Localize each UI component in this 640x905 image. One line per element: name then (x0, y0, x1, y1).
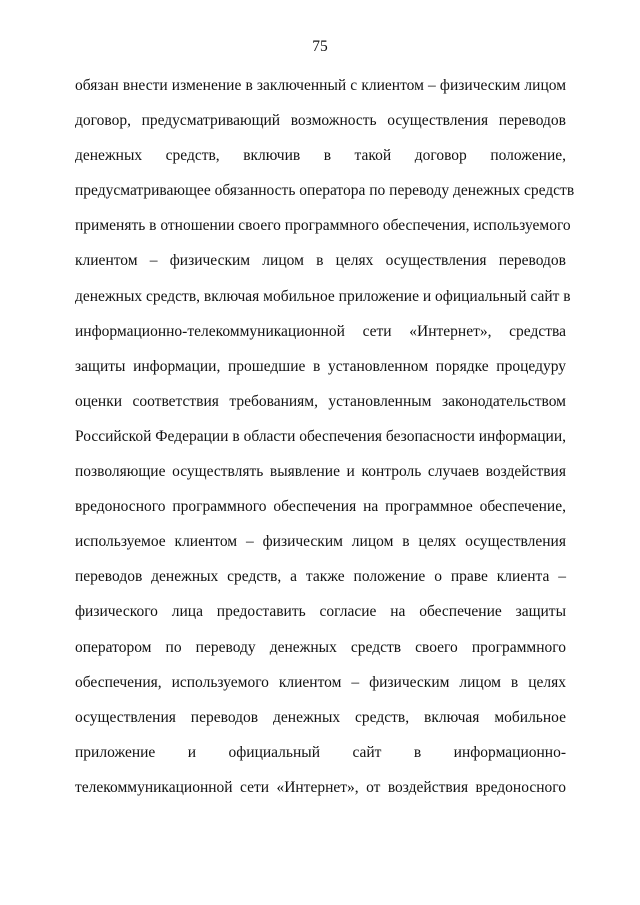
text-line: клиентом – физическим лицом в целях осуществления переводов (75, 252, 566, 270)
text-line: приложение и официальный сайт в информационно- (75, 743, 566, 761)
text-line: осуществления переводов денежных средств, включая мобильное (75, 708, 566, 726)
page-number: 75 (312, 38, 328, 55)
text-line: используемое клиентом – физическим лицом в целях осуществления (75, 533, 566, 551)
text-line: обязан внести изменение в заключенный с клиентом – физическим лицом (75, 77, 566, 94)
text-line: позволяющие осуществлять выявление и контроль случаев воздействия (75, 463, 566, 481)
text-line: переводов денежных средств, а также положение о праве клиента – (75, 568, 566, 586)
text-line: оценки соответствия требованиям, установленным законодательством (75, 392, 566, 410)
text-line: телекоммуникационной сети «Интернет», от воздействия вредоносного (75, 778, 566, 796)
text-line: информационно-телекоммуникационной сети «Интернет», средства (75, 322, 566, 340)
text-line: предусматривающее обязанность оператора по переводу денежных средств (75, 182, 575, 200)
text-line: обеспечения, используемого клиентом – физическим лицом в целях (75, 673, 566, 691)
text-line: денежных средств, включив в такой договор положение, (75, 147, 566, 165)
text-line: денежных средств, включая мобильное приложение и официальный сайт в (75, 287, 571, 305)
body-text (75, 77, 575, 814)
text-line: оператором по переводу денежных средств своего программного (75, 638, 566, 656)
text-line: договор, предусматривающий возможность осуществления переводов (75, 112, 566, 130)
text-line: применять в отношении своего программного обеспечения, используемого (75, 217, 571, 235)
text-line: Российской Федерации в области обеспечения безопасности информации, (75, 427, 566, 445)
text-line: вредоносного программного обеспечения на программное обеспечение, (75, 498, 566, 516)
text-line: защиты информации, прошедшие в установленном порядке процедуру (75, 357, 566, 375)
text-line: физического лица предоставить согласие на обеспечение защиты (75, 603, 566, 621)
